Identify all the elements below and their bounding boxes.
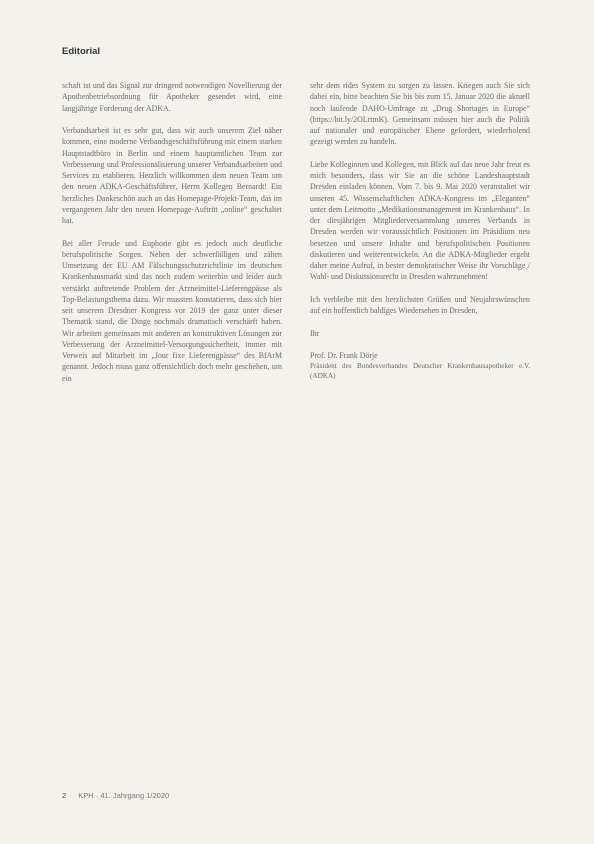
journal-info: KPH · 41. Jahrgang 1/2020 (78, 791, 170, 800)
paragraph: Ich verbleibe mit den herzlichsten Grüßen und Neujahrswünschen auf ein hoffentlich baldiges Wiedersehen in Dresden, (310, 294, 530, 315)
paragraph: schaft ist und das Signal zur dringend notwendigen Novellierung der Apothenbetriebsordnung für Apotheker gesendet wird, eine langjährige Forderung der ADKA. (62, 81, 282, 113)
paragraph: Verbandsarbeit ist es sehr gut, dass wir auch unserem Ziel näher kommen, eine moderne Verbandsgeschäftsführung mit einem starken Hauptstadtbüro in Berlin und einem hauptamtlichen Team zur Verbesserung und Professionalisierung unserer Verbandsarbeiten und Services zu etablieren. Herzlich willkommen dem neuen Team um den neuen ADKA-Geschäftsführer, Herrn Kollegen Bernardt! Ein herzliches Dankeschön auch an das Homepage-Projekt-Team, das im vergangenen Jahr den neuen Homepage-Auftritt „online“ geschaltet hat. (62, 126, 282, 225)
page-footer (62, 791, 169, 800)
paragraph: Bei aller Freude und Euphorie gibt es jedoch auch deutliche berufspolitische Sorgen. Neben der schwerfälligen und zähen Umsetzung der EU AM Fälschungsschutzrichtlinie im deutschen Krankenhausmarkt sind das noch zudem weiterhin und leider auch verstärkt auftretende Problem der Arzneimittel-Lieferengpässe als Top-Belastungsthema dazu. Wir mussten konstatieren, dass sich hier seit unserem Dresdner Kongress vor 2019 der ganz unter dieser Thematik stand, die Dinge nochmals dramatisch verschärft haben. Wir arbeiten gemeinsam mit anderen an konstruktiven Lösungen zur Verbesserung der Arzneimittel-Versorgungssicherheit, immer mit Verweis auf Mitarbeit im „Jour fixe Lieferengpässe“ des BfArM genannt. Jedoch muss ganz offensichtlich doch mehr geschehen, um ein (62, 238, 282, 383)
section-title: Editorial (62, 46, 101, 57)
left-column (62, 80, 282, 395)
page-number: 2 (62, 791, 67, 800)
right-column (310, 80, 530, 381)
paragraph: sehr dem rides System zu sorgen zu lassen. Kriegen auch Sie sich dabei ein, bitte beachten Sie bis bis zum 15. Januar 2020 die aktuell noch laufende DAHO-Umfrage zu „Drug Shortages in Europe“ (https://bit.ly/2OLrtmK). Gemeinsam müssen hier auch die Politik auf nationaler und europäischer Ebene gefordert, wiederholend gezeigt werden zu handeln. (310, 81, 530, 147)
paragraph: Liebe Kolleginnen und Kollegen, mit Blick auf das neue Jahr freut es mich besonders, dass wir Sie an die schöne Landeshauptstadt Dresden einladen können. Vom 7. bis 9. Mai 2020 veranstaltet wir unseren 45. Wissenschaftlichen ADKA-Kongress im „Eleganten“ unter dem Leitmotto „Medikationsmanagement im Krankenhaus“. In der diesjährigen Mitgliederversammlung unseres Verbands in Dresden werden wir voraussichtlich Positionen im Präsidium neu besetzen und unsere Inhalte und berufspolitischen Positionen diskutieren und weiterentwickeln. An die ADKA-Mitglieder ergeht daher meine Aufruf, in bester demokratischer Weise ihr Vorschläge / Wahl- und Diskussionsrecht in Dresden wahrzunehmen! (310, 159, 530, 282)
paragraph: Ihr (310, 328, 320, 338)
signature-block (310, 350, 530, 381)
signature-role: Präsident des Bundesverbandes Deutscher Krankenhausapotheker e.V. (ADKA) (310, 362, 530, 381)
signature-name: Prof. Dr. Frank Dörje (310, 351, 378, 360)
